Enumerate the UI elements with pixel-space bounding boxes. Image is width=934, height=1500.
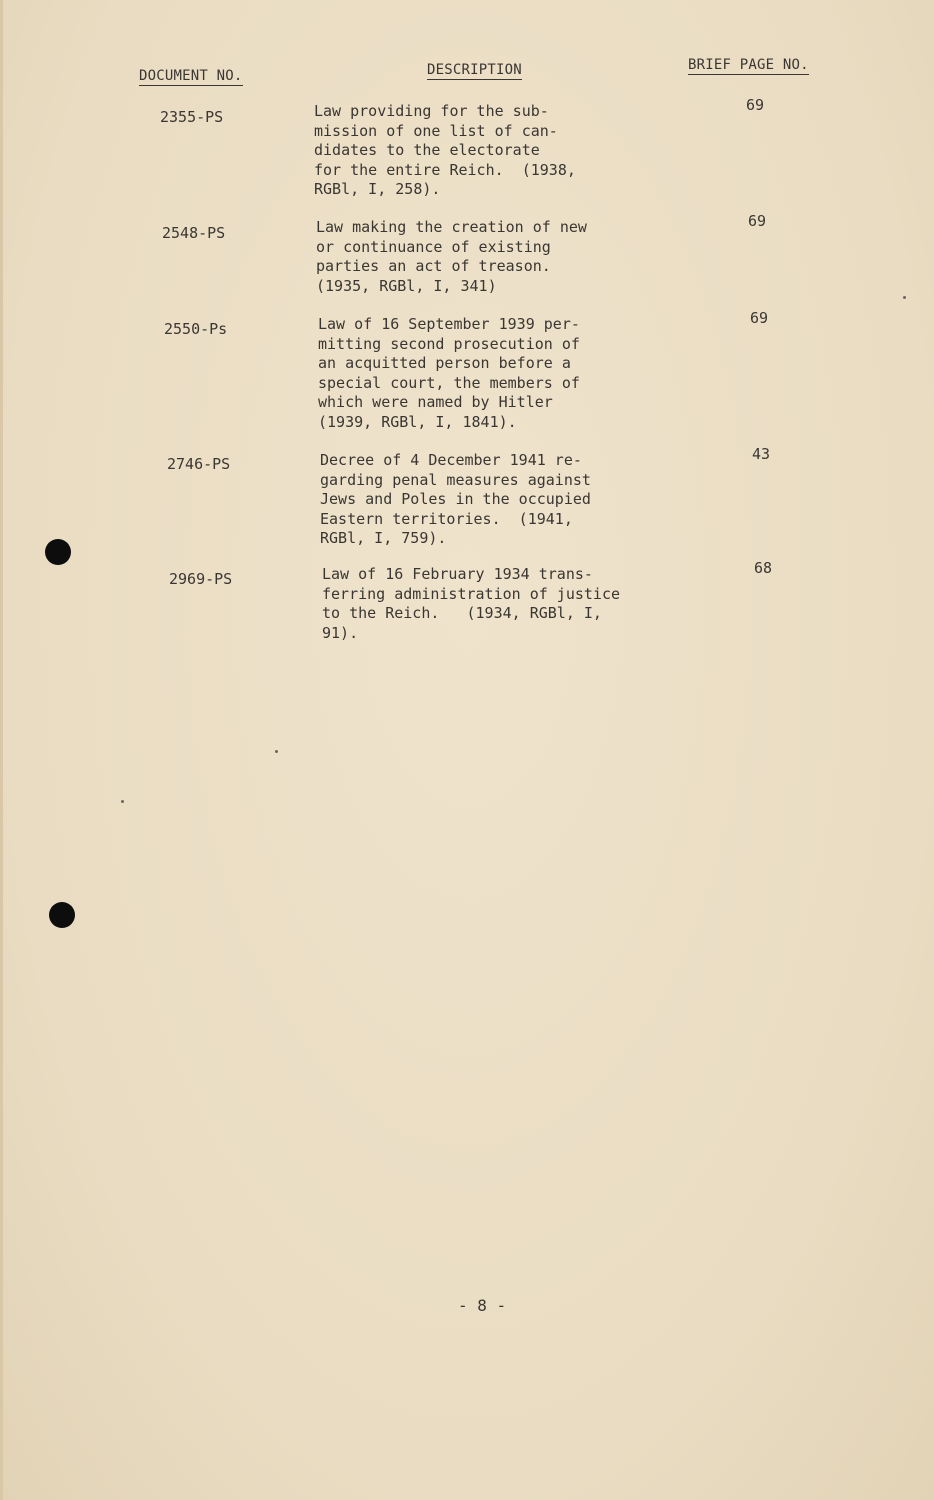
table-row-page: 68 bbox=[754, 559, 773, 577]
header-brief-page-no: BRIEF PAGE NO. bbox=[688, 57, 809, 73]
punch-hole bbox=[49, 902, 75, 928]
table-row-page: 43 bbox=[752, 445, 771, 463]
header-description: DESCRIPTION bbox=[427, 62, 522, 78]
table-row-document-no: 2746-PS bbox=[167, 455, 231, 473]
table-row-description: Law providing for the sub- mission of one list of can- didates to the electorate for the entire Reich. (1938, RGBl, I, 258). bbox=[314, 102, 576, 198]
punch-hole bbox=[45, 539, 71, 565]
table-row-page: 69 bbox=[750, 309, 769, 327]
header-document-no: DOCUMENT NO. bbox=[139, 68, 243, 84]
table-row-description: Decree of 4 December 1941 re- garding penal measures against Jews and Poles in the occupied Eastern territories. (1941, RGBl, I, 759). bbox=[320, 451, 591, 547]
paper-speck bbox=[275, 750, 278, 753]
table-row-document-no: 2355-PS bbox=[160, 108, 224, 126]
paper-speck bbox=[121, 800, 124, 803]
table-row-document-no: 2969-PS bbox=[169, 570, 233, 588]
table-row-document-no: 2548-PS bbox=[162, 224, 226, 242]
page-number: - 8 - bbox=[458, 1296, 507, 1315]
table-row-description: Law making the creation of new or continuance of existing parties an act of treason. (1935, RGBl, I, 341) bbox=[316, 218, 587, 295]
table-row-document-no: 2550-Ps bbox=[164, 320, 228, 338]
table-row-description: Law of 16 September 1939 per- mitting second prosecution of an acquitted person before a special court, the members of which were named by Hitler (1939, RGBl, I, 1841). bbox=[318, 315, 580, 431]
table-row-description: Law of 16 February 1934 trans- ferring administration of justice to the Reich. (1934, RGBl, I, 91). bbox=[322, 565, 621, 642]
paper-speck bbox=[903, 296, 906, 299]
table-row-page: 69 bbox=[748, 212, 767, 230]
table-row-page: 69 bbox=[746, 96, 765, 114]
